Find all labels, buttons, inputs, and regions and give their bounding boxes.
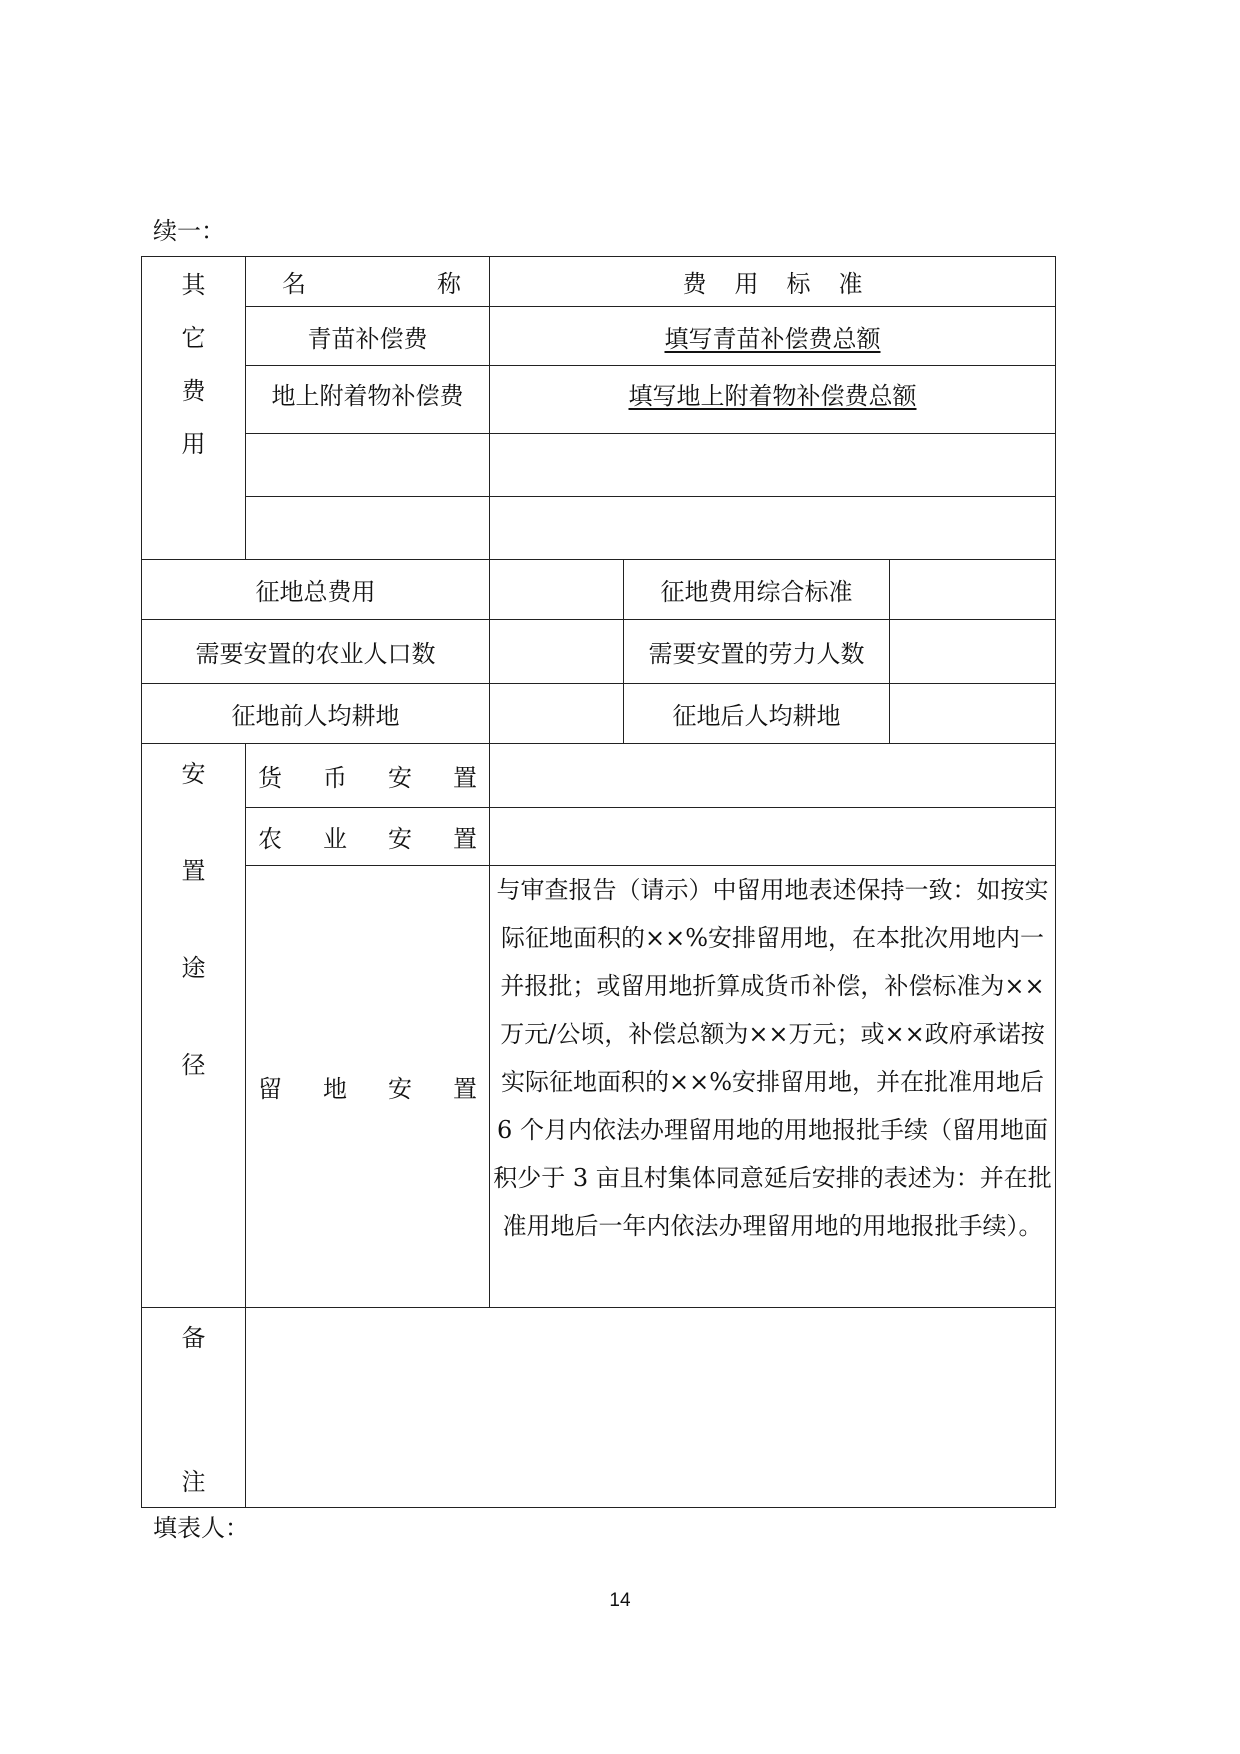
fee-value-cell[interactable] xyxy=(490,434,1056,497)
header-standard-char: 用 xyxy=(734,270,759,298)
fee-value-cell[interactable] xyxy=(490,307,1056,366)
fee-value-cell[interactable] xyxy=(490,366,1056,434)
fee-value-cell[interactable] xyxy=(490,497,1056,560)
side-char: 途 xyxy=(181,954,206,982)
fee-value-text: 填写地上附着物补偿费总额 xyxy=(628,382,917,410)
side-char: 安 xyxy=(181,760,206,788)
summary-value-2[interactable] xyxy=(890,560,1056,620)
fee-name-cell: 地上附着物补偿费 xyxy=(246,366,490,434)
header-name-cell xyxy=(246,257,490,307)
fee-value-text: 填写青苗补偿费总额 xyxy=(664,324,881,353)
side-char: 置 xyxy=(181,857,206,885)
fee-name-cell: 青苗补偿费 xyxy=(246,307,490,366)
side-char: 费 xyxy=(181,377,206,405)
remarks-value-cell[interactable] xyxy=(246,1308,1056,1508)
header-standard-char: 准 xyxy=(838,270,863,298)
header-name-char: 称 xyxy=(437,270,461,298)
continuation-label: 续一： xyxy=(153,217,225,245)
name-char: 置 xyxy=(453,825,477,853)
summary-label-2: 征地后人均耕地 xyxy=(624,684,890,744)
name-char: 置 xyxy=(453,1075,477,1103)
header-standard-cell xyxy=(490,257,1056,307)
name-char: 货 xyxy=(258,764,282,792)
header-standard-char: 标 xyxy=(786,270,811,298)
side-char: 它 xyxy=(181,324,206,352)
summary-label: 征地前人均耕地 xyxy=(142,684,490,744)
summary-value[interactable] xyxy=(490,560,624,620)
form-filler-label: 填表人： xyxy=(153,1514,249,1542)
name-char: 安 xyxy=(388,1075,412,1103)
name-char: 农 xyxy=(258,825,282,853)
summary-value-2[interactable] xyxy=(890,684,1056,744)
side-char: 备 xyxy=(181,1324,206,1352)
land-acquisition-form-table xyxy=(141,256,1056,1508)
fee-name-cell[interactable] xyxy=(246,497,490,560)
header-name-char: 名 xyxy=(282,270,306,298)
side-char: 其 xyxy=(181,271,206,299)
name-char: 币 xyxy=(323,764,347,792)
name-char: 置 xyxy=(453,764,477,792)
resettlement-value-cell[interactable] xyxy=(490,808,1056,866)
name-char: 业 xyxy=(323,825,347,853)
side-char: 用 xyxy=(181,430,206,458)
resettlement-value-cell[interactable] xyxy=(490,744,1056,808)
summary-label: 需要安置的农业人口数 xyxy=(142,620,490,684)
page-number: 14 xyxy=(609,1590,631,1611)
resettlement-side-label xyxy=(142,744,246,1308)
summary-value[interactable] xyxy=(490,620,624,684)
name-char: 地 xyxy=(323,1075,347,1103)
summary-label-2: 需要安置的劳力人数 xyxy=(624,620,890,684)
resettlement-name-cell xyxy=(246,808,490,866)
summary-label: 征地总费用 xyxy=(142,560,490,620)
other-fees-side-label xyxy=(142,257,246,560)
side-char: 径 xyxy=(181,1051,206,1079)
resettlement-name-cell xyxy=(246,744,490,808)
header-standard-char: 费 xyxy=(682,270,707,298)
side-char: 注 xyxy=(181,1468,206,1496)
resettlement-name-cell xyxy=(246,866,490,1308)
remarks-side-label xyxy=(142,1308,246,1508)
fee-name-cell[interactable] xyxy=(246,434,490,497)
summary-value-2[interactable] xyxy=(890,620,1056,684)
name-char: 留 xyxy=(258,1075,282,1103)
name-char: 安 xyxy=(388,825,412,853)
summary-label-2: 征地费用综合标准 xyxy=(624,560,890,620)
summary-value[interactable] xyxy=(490,684,624,744)
land-retention-description: 与审查报告（请示）中留用地表述保持一致：如按实际征地面积的××%安排留用地，在本批次用地内一并报批；或留用地折算成货币补偿，补偿标准为××万元/公顷，补偿总额为××万元；或××政府承诺按实际征地面积的××%安排留用地，并在批准用地后 6 个月内依法办理留用地的用地报批手续（留用地面积少于 3 亩且村集体同意延后安排的表述为：并在批准用地后一年内依法办理留用地的用地报批手续）。 xyxy=(490,866,1056,1308)
name-char: 安 xyxy=(388,764,412,792)
